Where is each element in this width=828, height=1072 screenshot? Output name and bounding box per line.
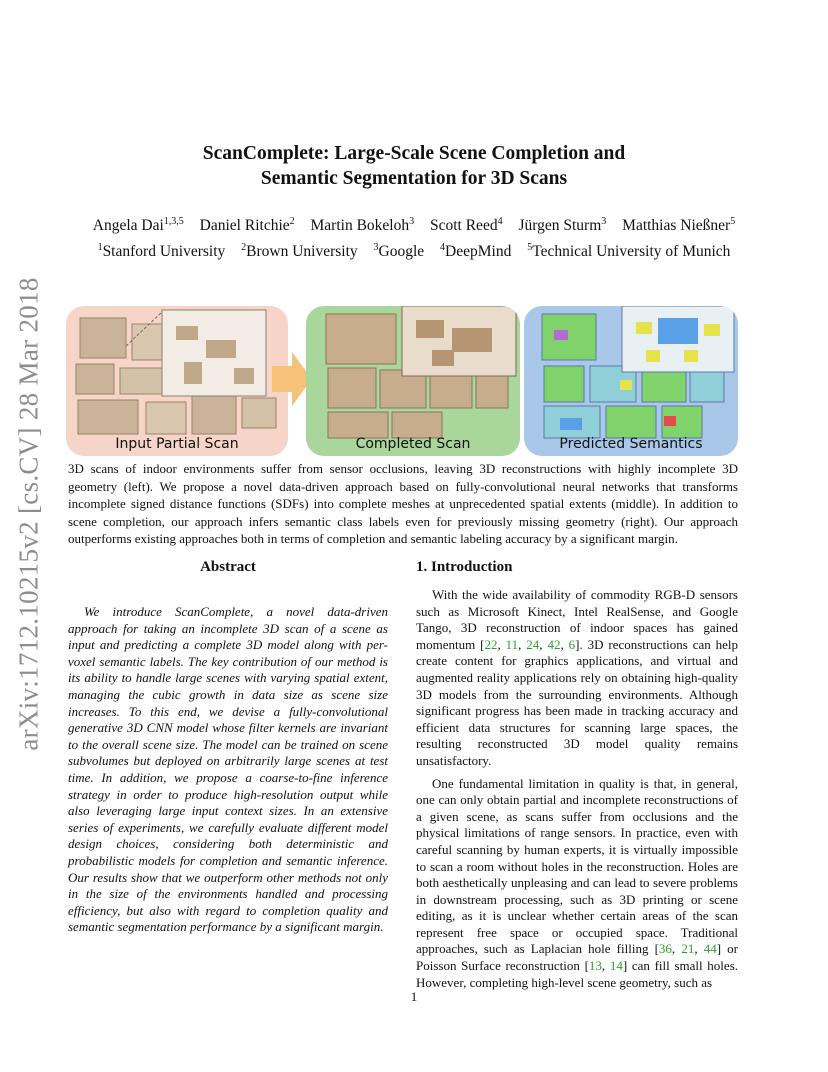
completed-scan-illustration — [306, 306, 520, 456]
panel-label-semantics: Predicted Semantics — [559, 436, 703, 452]
arxiv-identifier — [14, 274, 44, 754]
affiliation: $^3$Google — [373, 242, 425, 260]
partial-scan-illustration — [66, 306, 288, 456]
citation-link[interactable]: 13 — [588, 958, 602, 974]
author: Matthias Nießner$^5$ — [622, 216, 736, 234]
page-number: 1 — [410, 989, 418, 1004]
abstract-heading: Abstract — [200, 559, 256, 575]
title-line-2: Semantic Segmentation for 3D Scans — [260, 168, 568, 189]
citation-link[interactable]: 36 — [658, 941, 672, 957]
affiliation: $^4$DeepMind — [440, 242, 512, 260]
intro-paragraph-1: With the wide availability of commodity RGB-D sensors such as Microsoft Kinect, Intel RealSense, and Google Tango, 3D reconstruction of indoor spaces has gained momentum [22, 11, 24, 42, 6]. 3D reconstructions can help create content for graphics applications, and virtual and augmented reality applications rely on obtaining high-quality 3D models from the surrounding environments. Although significant progress has been made in tracking accuracy and efficient data structures for scanning large spaces, the resulting reconstructed 3D model quality remains unsatisfactory. — [416, 587, 739, 768]
affiliation: $^2$Brown University — [241, 242, 358, 260]
affiliation-list — [60, 242, 768, 262]
paper-title — [100, 141, 728, 191]
citation-link[interactable]: 24 — [526, 636, 540, 652]
affiliation: $^5$Technical University of Munich — [527, 242, 731, 260]
author: Angela Dai$^{1,3,5}$ — [92, 216, 184, 234]
author: Scott Reed$^4$ — [429, 216, 503, 234]
panel-label-input: Input Partial Scan — [115, 436, 239, 452]
abstract-body — [68, 604, 388, 936]
citation-link[interactable]: 44 — [703, 941, 717, 957]
title-line-1: ScanComplete: Large-Scale Scene Completion and — [202, 143, 626, 164]
citation-link[interactable]: 21 — [681, 941, 695, 957]
citation-link[interactable]: 42 — [547, 636, 561, 652]
affiliation: $^1$Stanford University — [97, 242, 226, 260]
citation-link[interactable]: 6 — [568, 636, 576, 652]
predicted-semantics-panel — [524, 306, 738, 456]
author-list — [60, 216, 768, 236]
citation-link[interactable]: 22 — [484, 636, 498, 652]
intro-paragraph-2: One fundamental limitation in quality is that, in general, one can only obtain partial and incomplete reconstructions of a given scene, as scans suffer from occlusions and the physical limitations of range sensors. In practice, even with careful scanning by human experts, it is virtually impossible to scan a room without holes in the reconstruction. Holes are both aesthetically unpleasing and can lead to severe problems in downstream processing, such as 3D printing or scene editing, as it is unclear whether certain areas of the scan represent free space or occupied space. Traditional approaches, such as Laplacian hole filling [36, 21, 44] or Poisson Surface reconstruction [13, 14] can fill small holes. However, completing high-level scene geometry, such as — [416, 775, 738, 990]
semantics-illustration — [524, 306, 738, 456]
author: Martin Bokeloh$^3$ — [310, 216, 415, 234]
figure-caption: 3D scans of indoor environments suffer from sensor occlusions, leaving 3D reconstructions with highly incomplete 3D geometry (left). We propose a novel data-driven approach based on fully-convolutional neural networks that transforms incomplete signed distance functions (SDFs) into complete meshes at unprecedented spatial extents (middle). In addition to scene completion, our approach infers semantic class labels even for previously missing geometry (right). Our approach outperforms existing approaches both in terms of completion and semantic labeling accuracy by a significant margin. — [68, 461, 738, 546]
introduction-body — [416, 587, 738, 997]
introduction-heading: 1. Introduction — [416, 559, 513, 575]
input-partial-scan-panel — [66, 306, 288, 456]
arxiv-id-text: arXiv:1712.10215v2 [cs.CV] 28 Mar 2018 — [13, 277, 44, 751]
author: Jürgen Sturm$^3$ — [518, 216, 607, 234]
completed-scan-panel — [306, 306, 520, 456]
abstract-text: We introduce ScanComplete, a novel data-driven approach for taking an incomplete 3D scan of a scene as input and predicting a complete 3D model along with per-voxel semantic labels. The key contribution of our method is its ability to handle large scenes with varying spatial extent, managing the cubic growth in data size as scene size increases. To this end, we devise a fully-convolutional generative 3D CNN model whose filter kernels are invariant to the overall scene size. The model can be trained on scene subvolumes but deployed on arbitrarily large scenes at test time. In addition, we propose a coarse-to-fine inference strategy in order to produce high-resolution output while also leveraging large input context sizes. In an extensive series of experiments, we carefully evaluate different model design choices, considering both deterministic and probabilistic models for completion and semantic inference. Our results show that we outperform other methods not only in the size of the environments handled and processing efficiency, but also with regard to completion quality and semantic segmentation performance by a significant margin. — [68, 604, 388, 935]
citation-link[interactable]: 11 — [505, 636, 519, 652]
citation-link[interactable]: 14 — [609, 958, 623, 974]
author: Daniel Ritchie$^2$ — [199, 216, 295, 234]
panel-label-completed: Completed Scan — [355, 436, 471, 452]
